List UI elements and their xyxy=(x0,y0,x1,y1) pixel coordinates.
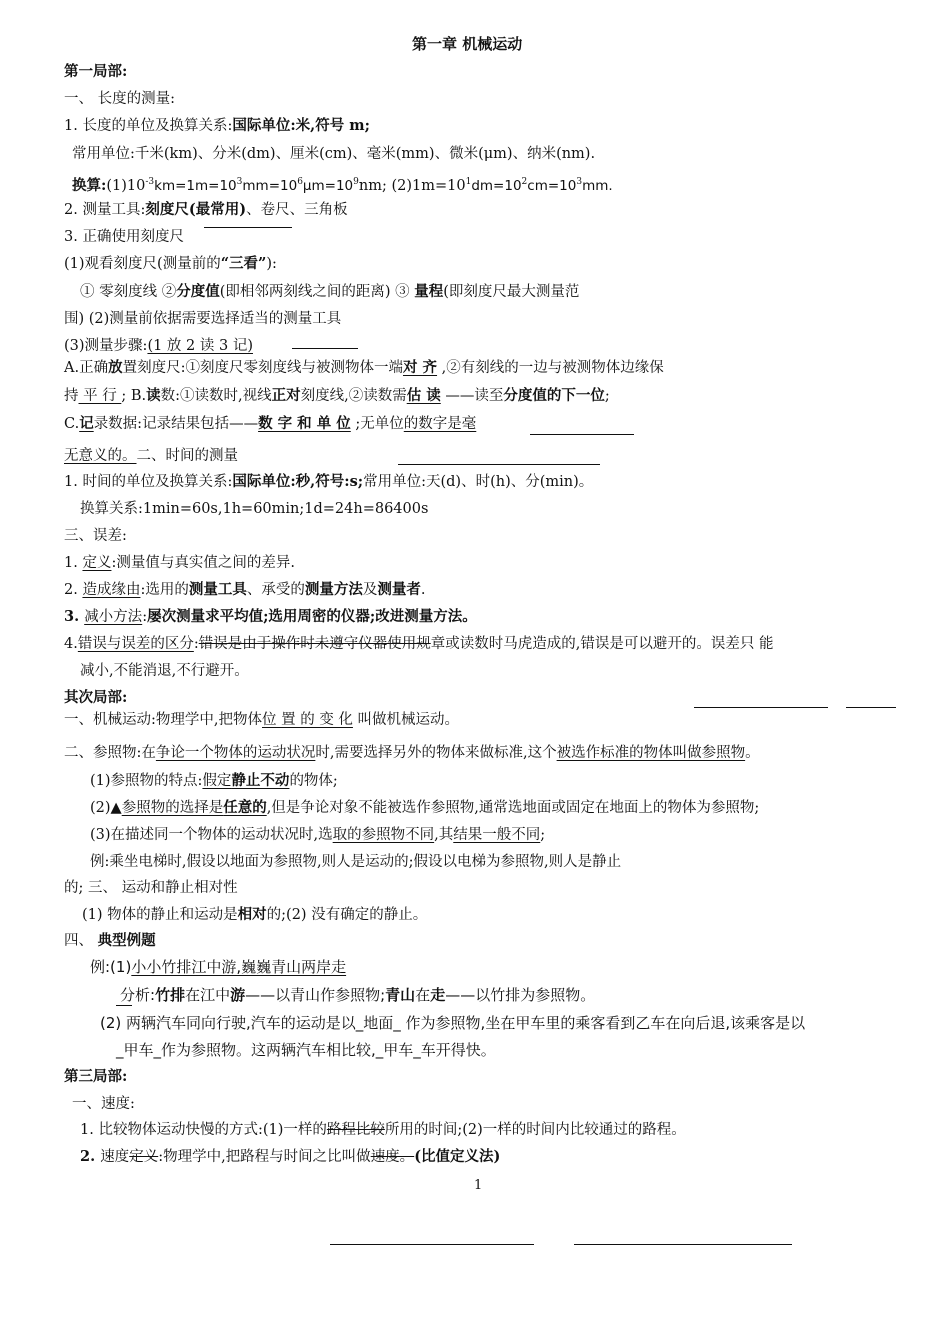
decor-rule xyxy=(694,707,828,708)
si-unit-meter: 国际单位:米,符号 m; xyxy=(232,117,370,134)
cause-text: 及 xyxy=(362,582,378,598)
decor-rule xyxy=(530,434,634,435)
mistake-text: 错误是由于操作时未遵守仪器使用规 xyxy=(198,636,431,652)
place-term: 放 xyxy=(108,359,123,376)
steps-summary: (1 放 2 读 3 记) xyxy=(147,338,253,354)
estimate-desc: 刻度线,②读数需 xyxy=(300,388,407,404)
study-motion-term: 争论一个物体的运动状况 xyxy=(155,745,316,761)
parallel-term: 平 行 xyxy=(78,388,122,404)
conversion-part: mm. xyxy=(582,177,613,194)
number-and-unit: 数 字 和 单 位 xyxy=(258,415,351,432)
zero-line-item: ① 零刻度线 ② xyxy=(80,284,177,300)
si-unit-second: 国际单位:秒,符号:s; xyxy=(232,473,364,490)
steps-line xyxy=(64,336,253,356)
section-time-heading: 二、时间的测量 xyxy=(136,448,238,464)
exponent: 3 xyxy=(576,177,583,187)
reference-line xyxy=(64,743,760,763)
observe-text: (1)观看刻度尺(测量前的 xyxy=(64,256,221,272)
measurer-term: 测量者 xyxy=(377,581,421,598)
reference-choice-line xyxy=(90,798,759,818)
distinction-term: 错误与误差的区分 xyxy=(77,636,194,652)
conversion-part: mm=10 xyxy=(242,177,298,194)
reduce-term: 减小方法 xyxy=(84,609,143,625)
error-definition-line xyxy=(64,553,295,573)
read-label: ; B. xyxy=(121,388,147,404)
record-term: 记 xyxy=(79,415,94,432)
time-heading-line xyxy=(64,446,238,466)
conversion-part: dm=10 xyxy=(471,177,522,194)
describe-text: (3)在描述同一个物体的运动状况时,选 xyxy=(90,827,333,843)
poem-line: 小小竹排江中游,巍巍青山两岸走 xyxy=(131,958,347,976)
motion-end: 叫做机械运动。 xyxy=(352,712,460,728)
mistake-text-2: 章或读数时马虎造成的,错误是可以避开的。误差只 能 xyxy=(430,636,774,652)
struck-definition: 定义 xyxy=(129,1149,159,1165)
observe-end: ): xyxy=(266,256,277,272)
stationary-term: 静止不动 xyxy=(231,772,290,789)
reduce-colon: : xyxy=(142,609,148,625)
length-units-line xyxy=(64,116,370,136)
decor-rule xyxy=(574,1244,792,1245)
definition-term: 定义 xyxy=(82,555,112,571)
exponent: 6 xyxy=(297,177,303,187)
relativity-heading-line: 的; 三、 运动和静止相对性 xyxy=(64,880,238,896)
next-division-term: 分度值的下一位 xyxy=(503,387,605,404)
cause-text: 、承受的 xyxy=(246,582,305,598)
exponent: 1 xyxy=(465,177,472,187)
error-cause-line xyxy=(64,580,425,600)
ruler-usage-line: 3. 正确使用刻度尺 xyxy=(64,229,184,245)
analysis-text: ——以青山作参照物; xyxy=(245,986,386,1004)
place-desc: 置刻度尺:①刻度尺零刻度线与被测物体一端 xyxy=(122,360,403,376)
exponent: 9 xyxy=(353,177,359,187)
method-term: 测量方法 xyxy=(304,581,363,598)
assume-term: 假定 xyxy=(202,773,232,789)
describe-motion-line xyxy=(90,825,545,845)
time-conversion-line: 换算关系:1min=60s,1h=60min;1d=24h=86400s xyxy=(80,501,429,517)
place-desc-2: ,②有刻线的一边与被测物体边缘保 xyxy=(437,360,664,376)
place-ruler-line xyxy=(64,358,664,378)
reference-definition: 被选作标准的物体叫做参照物 xyxy=(556,745,746,761)
common-units-line: 常用单位:千米(km)、分米(dm)、厘米(cm)、毫米(mm)、微米(μm)、纳米(nm). xyxy=(72,146,596,162)
part3-heading: 第三局部: xyxy=(64,1068,128,1085)
walk-term: 走 xyxy=(430,986,446,1004)
describe-end: ; xyxy=(540,827,546,843)
feature-label: (1)参照物的特点: xyxy=(90,773,203,789)
read-line xyxy=(64,386,610,406)
elevator-example: 例:乘坐电梯时,假设以地面为参照物,则人是运动的;假设以电梯为参照物,则人是静止 xyxy=(90,854,622,870)
analysis-end: ——以竹排为参照物。 xyxy=(445,986,596,1004)
struck-speed: 速度。 xyxy=(370,1149,415,1165)
relativity-end: 的;(2) 没有确定的静止。 xyxy=(266,907,428,923)
choice-text: 参照物的选择是 xyxy=(121,800,224,816)
section-speed-heading: 一、速度: xyxy=(72,1096,135,1112)
item-num: 2. xyxy=(64,582,83,598)
item-num: 4. xyxy=(64,636,78,652)
analysis-text: 在江中 xyxy=(185,986,231,1004)
analysis-label: 分析: xyxy=(120,986,156,1004)
raft-term: 竹排 xyxy=(155,986,186,1004)
example-2: (2) 两辆汽车同向行驶,汽车的运动是以_地面_ 作为参照物,坐在甲车里的乘客看到乙车在向后退,该乘客是以 xyxy=(100,1014,806,1032)
compare-speed-line xyxy=(80,1120,686,1140)
compare-end: 所用的时间;(2)一样的时间内比较通过的路程。 xyxy=(384,1122,686,1138)
decor-rule xyxy=(398,464,600,465)
item-num: 3. xyxy=(64,608,85,625)
different-result: 结果一般不同 xyxy=(453,827,541,843)
conversion-line xyxy=(72,172,613,196)
exponent: 2 xyxy=(521,177,528,187)
meaningless-text: 的数字是毫 xyxy=(403,416,477,432)
read-term: 读 xyxy=(146,387,161,404)
arbitrary-term: 任意的 xyxy=(223,799,267,816)
time-common-units: 常用单位:天(d)、时(h)、分(min)。 xyxy=(363,474,594,490)
section-error-heading: 三、误差: xyxy=(64,528,127,544)
chapter-title: 第一章 机械运动 xyxy=(412,35,523,53)
three-looks-items xyxy=(80,282,579,302)
relativity-text: (1) 物体的静止和运动是 xyxy=(82,907,238,923)
time-units-line xyxy=(64,472,593,492)
position-change-term: 位 置 的 变 化 xyxy=(262,712,353,728)
conversion-part: cm=10 xyxy=(527,177,577,194)
compare-text: 1. 比较物体运动快慢的方式:(1)一样的 xyxy=(80,1122,327,1138)
tools-label: 2. 测量工具: xyxy=(64,202,146,218)
decor-rule xyxy=(116,1005,132,1006)
read-to: ——读至 xyxy=(440,388,504,404)
time-units-label: 1. 时间的单位及换算关系: xyxy=(64,474,233,490)
example-1 xyxy=(90,957,346,977)
example-label: 例:(1) xyxy=(90,958,132,976)
different-reference: 取的参照物不同 xyxy=(332,827,435,843)
observe-ruler-line xyxy=(64,254,277,274)
decor-rule xyxy=(846,707,896,708)
error-reduce-line xyxy=(64,607,477,627)
choice-desc: ,但是争论对象不能被选作参照物,通常选地面或固定在地面上的物体为参照物; xyxy=(266,800,760,816)
record-line xyxy=(64,414,476,434)
describe-text: ,其 xyxy=(434,827,454,843)
ruler-term: 刻度尺(最常用) xyxy=(145,201,247,218)
mountain-term: 青山 xyxy=(385,986,416,1004)
reference-end: 。 xyxy=(745,745,760,761)
cause-text: :选用的 xyxy=(140,582,189,598)
face-term: 正对 xyxy=(271,387,301,404)
part1-heading: 第一局部: xyxy=(64,63,128,80)
speed-definition-line xyxy=(80,1147,500,1167)
decor-rule xyxy=(292,348,358,349)
reference-label: 二、参照物:在 xyxy=(64,745,156,761)
conversion-part: nm; (2)1m=10 xyxy=(358,177,466,194)
reference-text: 时,需要选择另外的物体来做标准,这个 xyxy=(315,745,557,761)
ratio-method: (比值定义法) xyxy=(414,1148,501,1165)
struck-text: 路程比较 xyxy=(326,1122,385,1138)
section-length-heading: 一、 长度的测量: xyxy=(64,91,175,107)
range-term: 量程 xyxy=(414,283,444,300)
reference-feature-line xyxy=(90,771,338,791)
definition-text: :测量值与真实值之间的差异. xyxy=(111,555,295,571)
decor-rule xyxy=(330,1244,534,1245)
place-label: A.正确 xyxy=(64,360,109,376)
cause-end: . xyxy=(420,582,426,598)
division-value-desc: (即相邻两刻线之间的距离) ③ xyxy=(219,284,415,300)
example-1-analysis xyxy=(120,985,595,1005)
item-num: 2. xyxy=(80,1148,101,1165)
item-num: 1. xyxy=(64,555,83,571)
reduce-methods: 屡次测量求平均值;选用周密的仪器;改进测量方法。 xyxy=(147,608,477,625)
read-desc: 数:①读数时,视线 xyxy=(160,388,272,404)
length-units-label: 1. 长度的单位及换算关系: xyxy=(64,118,233,134)
align-term: 对 齐 xyxy=(402,359,438,376)
no-unit-text: ;无单位 xyxy=(350,416,404,432)
conversion-part: (1)10 xyxy=(106,177,146,194)
meaningless-end: 无意义的。 xyxy=(64,448,137,464)
relative-term: 相对 xyxy=(237,906,267,923)
record-desc: 录数据:记录结果包括—— xyxy=(93,416,259,432)
speed-def-text: :物理学中,把路程与时间之比叫做 xyxy=(158,1149,371,1165)
mechanical-motion-line xyxy=(64,710,459,730)
feature-end: 的物体; xyxy=(289,773,338,789)
record-label: C. xyxy=(64,416,80,432)
conversion-part: μm=10 xyxy=(302,177,354,194)
choice-label: (2)▲ xyxy=(90,800,122,816)
exponent: 3 xyxy=(236,177,243,187)
example-2-cont: _甲车_作为参照物。这两辆汽车相比较,_甲车_车开得快。 xyxy=(116,1041,496,1059)
distinction-colon: : xyxy=(193,636,199,652)
three-looks: “三看” xyxy=(220,255,267,272)
keep-text: 持 xyxy=(64,388,79,404)
analysis-text: 在 xyxy=(415,986,431,1004)
section-num: 四、 xyxy=(64,933,98,949)
tools-rest: 、卷尺、三角板 xyxy=(246,202,348,218)
range-desc: (即刻度尺最大测量范 xyxy=(443,284,580,300)
conversion-label: 换算: xyxy=(72,176,107,194)
conversion-part: km=1m=10 xyxy=(154,177,237,194)
relativity-line xyxy=(82,905,427,925)
motion-text: 一、机械运动:物理学中,把物体 xyxy=(64,712,262,728)
cause-term: 造成缘由 xyxy=(82,582,141,598)
typical-examples-label: 典型例题 xyxy=(97,932,156,949)
division-value-term: 分度值 xyxy=(176,283,220,300)
measuring-tools-line xyxy=(64,200,348,220)
mistake-vs-error-line xyxy=(64,634,773,654)
steps-label: (3)测量步骤: xyxy=(64,338,148,354)
swim-term: 游 xyxy=(230,986,246,1004)
typical-examples-heading xyxy=(64,931,156,951)
speed-term: 速度 xyxy=(100,1149,130,1165)
error-cont-line: 减小,不能消退,不行避开。 xyxy=(80,663,249,679)
tool-term: 测量工具 xyxy=(188,581,247,598)
page-number: 1 xyxy=(474,1178,483,1193)
read-end: ; xyxy=(604,388,610,404)
estimate-term: 估 读 xyxy=(406,387,441,404)
exponent: -3 xyxy=(145,177,155,187)
range-cont-line: 围) (2)测量前依据需要选择适当的测量工具 xyxy=(64,311,342,327)
decor-rule xyxy=(204,227,292,228)
part2-heading: 其次局部: xyxy=(64,689,128,706)
